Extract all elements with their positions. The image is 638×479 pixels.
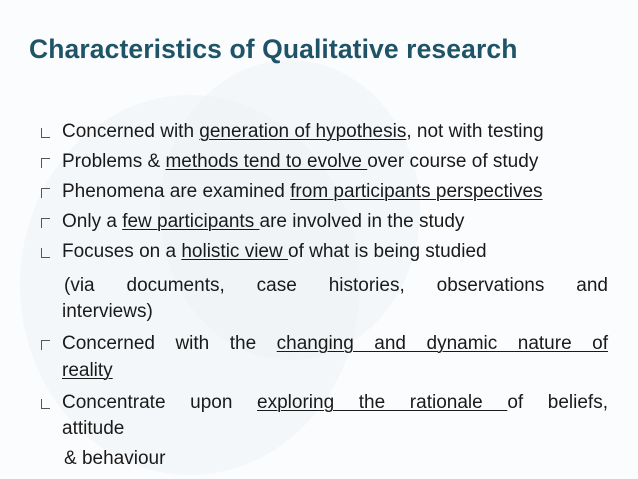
text-run: Problems & bbox=[62, 151, 166, 172]
text-run: of what is being studied bbox=[288, 241, 487, 262]
bullet-marker-icon bbox=[41, 128, 50, 138]
text-run: Focuses on a bbox=[62, 241, 182, 262]
underlined-phrase: reality bbox=[62, 360, 113, 381]
bullet-text bbox=[62, 418, 608, 440]
underlined-phrase: from participants perspectives bbox=[290, 181, 543, 202]
bullet-text bbox=[62, 241, 608, 263]
bullet-text bbox=[62, 181, 608, 203]
bullet-text bbox=[62, 121, 608, 143]
bullet-text bbox=[62, 360, 608, 382]
bullet-text bbox=[64, 448, 608, 470]
underlined-phrase: exploring the rationale bbox=[257, 392, 508, 413]
text-run: of beliefs, bbox=[507, 392, 608, 413]
underlined-phrase: generation of hypothesis bbox=[199, 121, 407, 142]
bullet-text bbox=[62, 301, 608, 323]
bullet-marker-icon bbox=[41, 158, 50, 168]
underlined-phrase: holistic view bbox=[181, 241, 288, 262]
slide-title: Characteristics of Qualitative research bbox=[29, 34, 518, 64]
text-run: interviews) bbox=[62, 301, 153, 322]
bullet-marker-icon bbox=[41, 188, 50, 198]
bullet-text bbox=[62, 333, 608, 355]
text-run: Concerned with the bbox=[62, 333, 277, 354]
bullet-text bbox=[64, 275, 608, 297]
underlined-phrase: methods tend to evolve bbox=[165, 151, 368, 172]
bullet-text bbox=[62, 211, 608, 233]
underlined-phrase: changing and dynamic nature of bbox=[276, 333, 608, 354]
text-run: Only a bbox=[62, 211, 123, 232]
underlined-phrase: few participants bbox=[122, 211, 260, 232]
text-run: , not with testing bbox=[406, 121, 544, 142]
text-run: Phenomena are examined bbox=[62, 181, 291, 202]
text-run: Concentrate upon bbox=[62, 392, 258, 413]
text-run: over course of study bbox=[367, 151, 539, 172]
bullet-text bbox=[62, 151, 608, 173]
bullet-marker-icon bbox=[41, 340, 50, 350]
bullet-marker-icon bbox=[41, 248, 50, 258]
bullet-marker-icon bbox=[41, 218, 50, 228]
text-run: (via documents, case histories, observations and bbox=[64, 275, 608, 296]
text-run: Concerned with bbox=[62, 121, 200, 142]
text-run: are involved in the study bbox=[259, 211, 465, 232]
text-run: & behaviour bbox=[64, 448, 166, 469]
bullet-marker-icon bbox=[41, 399, 50, 409]
bullet-text bbox=[62, 392, 608, 414]
text-run: attitude bbox=[62, 418, 125, 439]
